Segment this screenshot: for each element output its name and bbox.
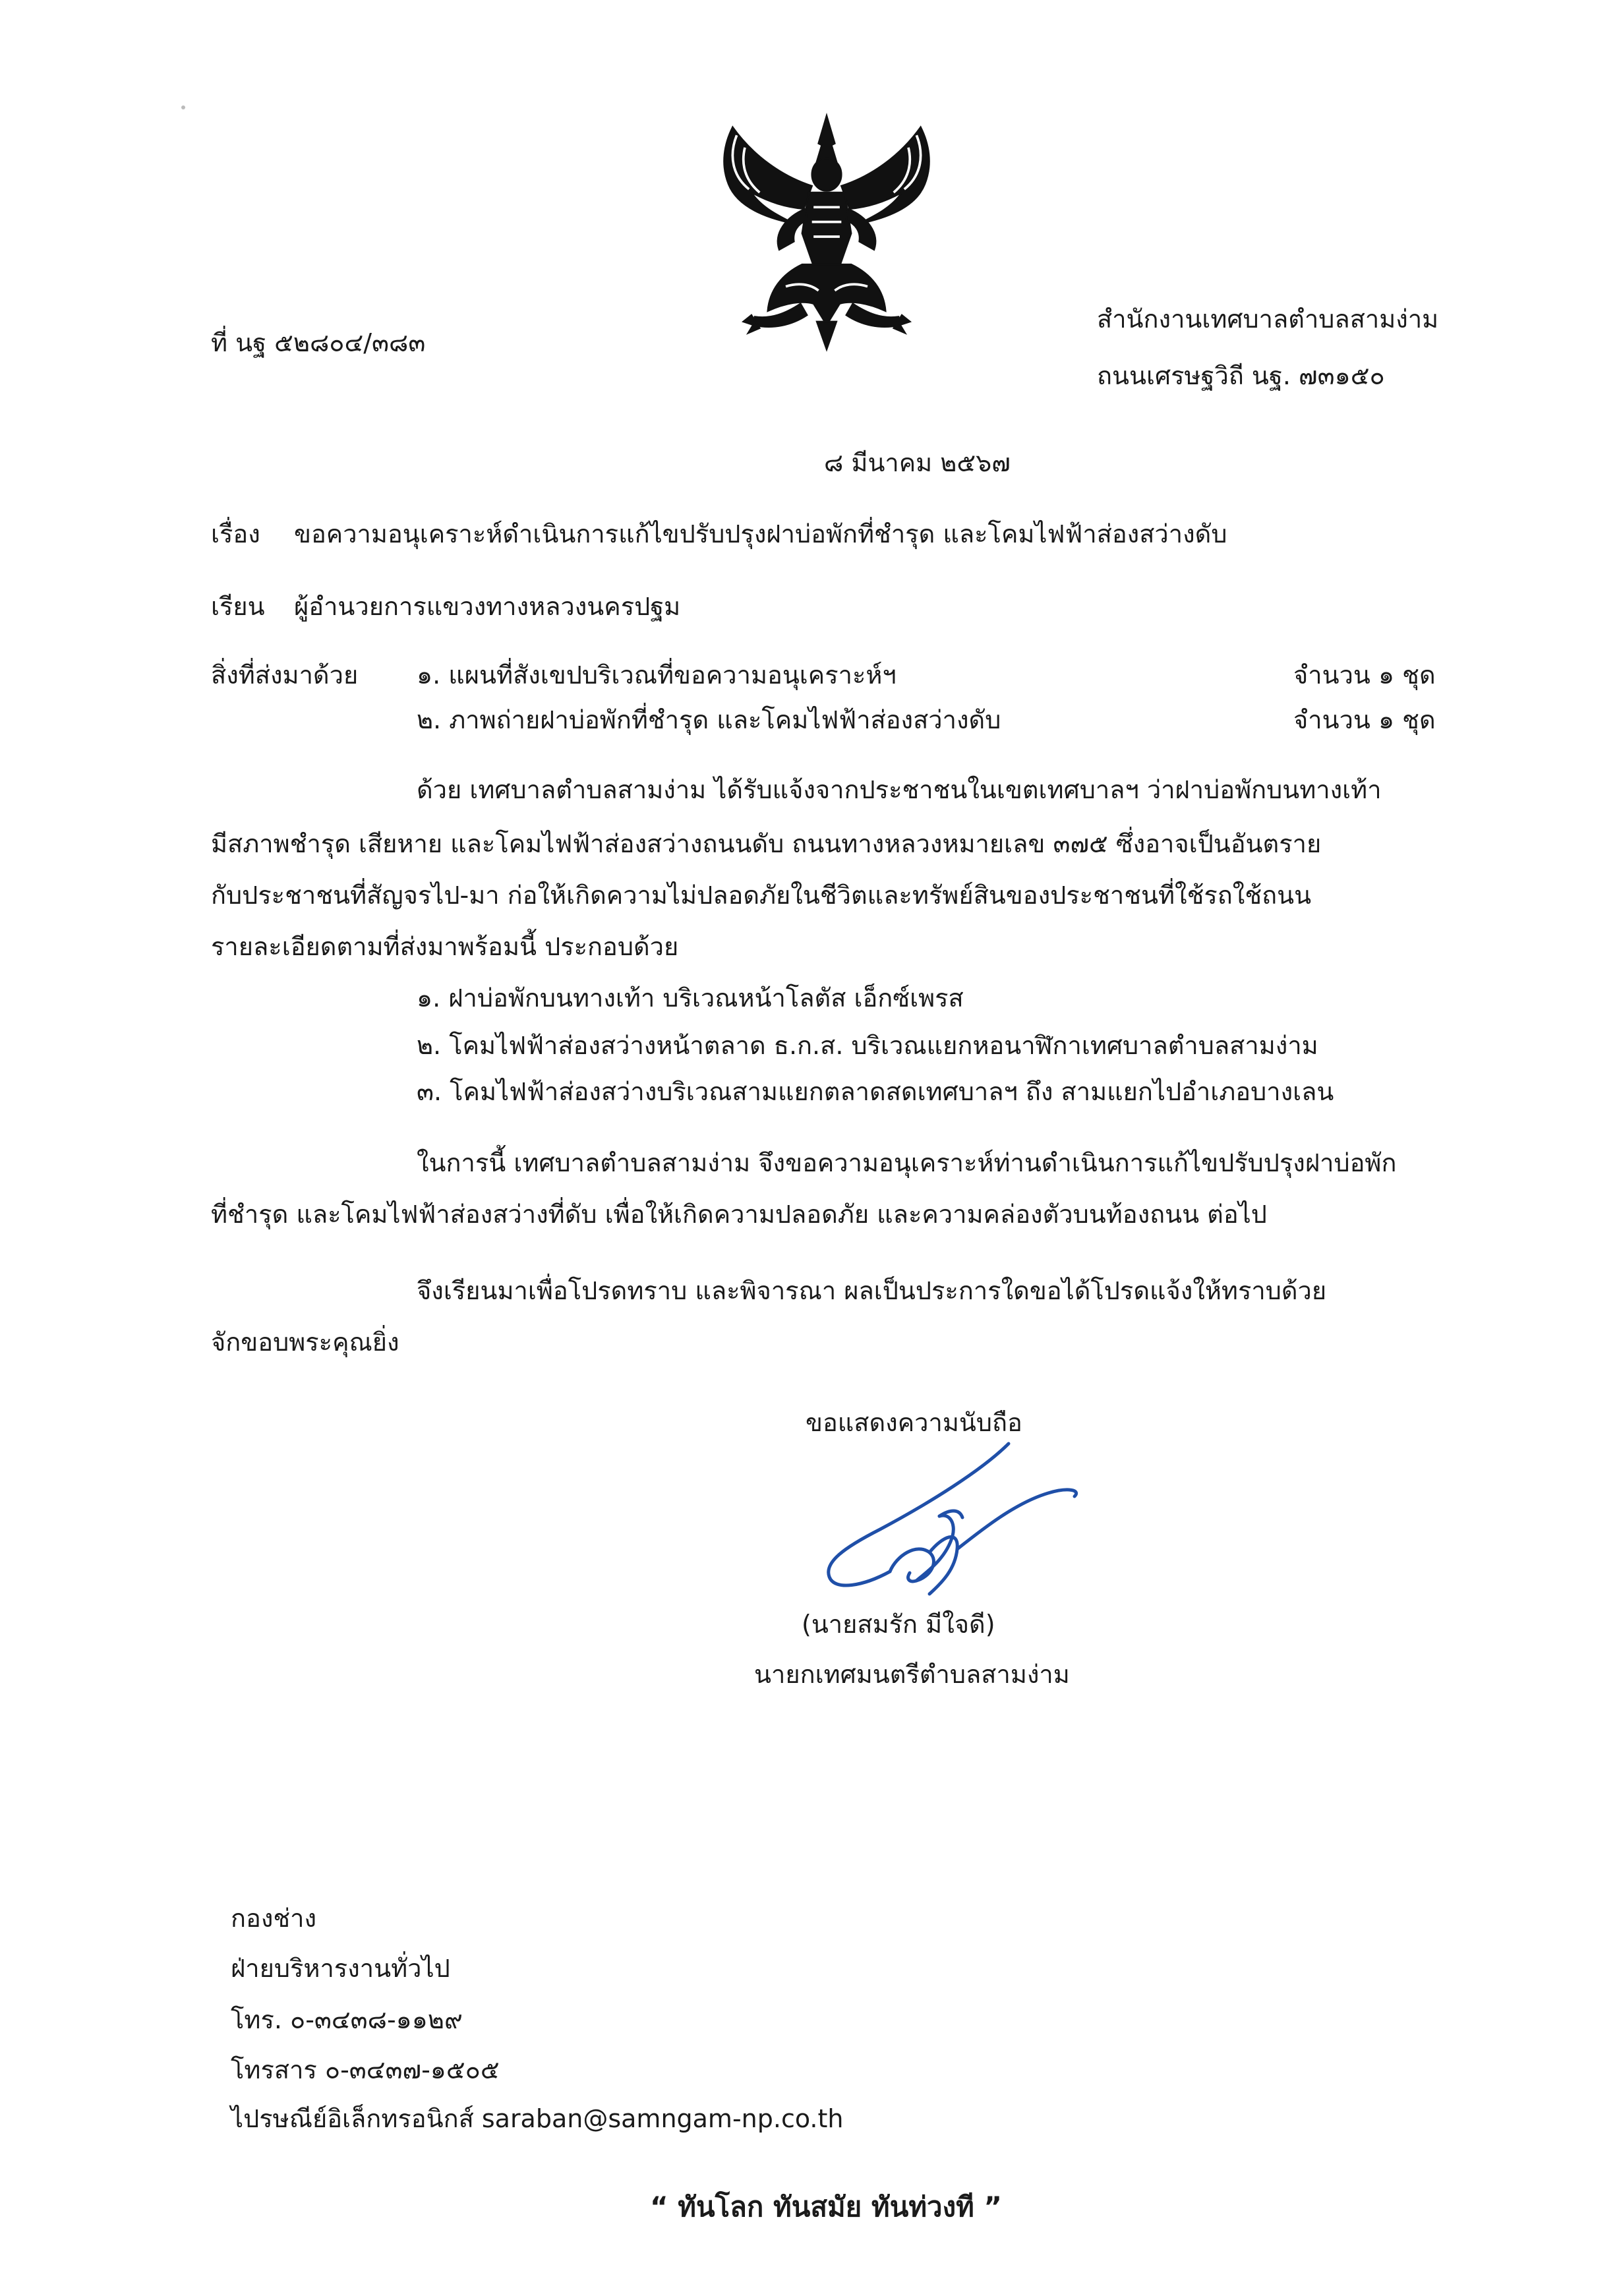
contact-section: ฝ่ายบริหารงานทั่วไป (231, 1954, 450, 1983)
office-name: สำนักงานเทศบาลตำบลสามง่าม (1097, 305, 1439, 334)
closing-phrase: ขอแสดงความนับถือ (806, 1408, 1022, 1437)
enclosure-item: ๒. ภาพถ่ายฝาบ่อพักที่ชำรุด และโคมไฟฟ้าส่องสว่างดับ (417, 705, 1001, 734)
body-line: กับประชาชนที่สัญจรไป-มา ก่อให้เกิดความไม่ปลอดภัยในชีวิตและทรัพย์สินของประชาชนที่ใช้รถใช้ถนน (211, 881, 1312, 910)
body-line: ที่ชำรุด และโคมไฟฟ้าส่องสว่างที่ดับ เพื่อให้เกิดความปลอดภัย และความคล่องตัวบนท้องถนน ต่อไป (211, 1200, 1267, 1229)
enclosure-item: ๑. แผนที่สังเขปบริเวณที่ขอความอนุเคราะห์ฯ (417, 661, 897, 690)
body-line: จักขอบพระคุณยิ่ง (211, 1328, 399, 1357)
reference-number: ที่ นฐ ๕๒๘๐๔/๓๘๓ (211, 328, 426, 357)
signatory-position: นายกเทศมนตรีตำบลสามง่าม (754, 1660, 1070, 1689)
body-line: มีสภาพชำรุด เสียหาย และโคมไฟฟ้าส่องสว่างถนนดับ ถนนทางหลวงหมายเลข ๓๗๕ ซึ่งอาจเป็นอันตราย (211, 829, 1322, 858)
list-item: ๑. ฝาบ่อพักบนทางเท้า บริเวณหน้าโลตัส เอ็กซ์เพรส (417, 984, 964, 1013)
body-line: รายละเอียดตามที่ส่งมาพร้อมนี้ ประกอบด้วย (211, 932, 679, 961)
subject-label: เรื่อง (211, 519, 260, 548)
list-item: ๓. โคมไฟฟ้าส่องสว่างบริเวณสามแยกตลาดสดเทศบาลฯ ถึง สามแยกไปอำเภอบางเลน (417, 1077, 1334, 1106)
contact-email: ไปรษณีย์อิเล็กทรอนิกส์ saraban@samngam-np.co.th (231, 2104, 844, 2133)
garuda-emblem-icon (704, 111, 949, 356)
handwritten-signature (817, 1430, 1107, 1615)
contact-phone: โทร. ๐-๓๔๓๘-๑๑๒๙ (231, 2005, 463, 2034)
enclosure-label: สิ่งที่ส่งมาด้วย (211, 661, 359, 690)
body-line: จึงเรียนมาเพื่อโปรดทราบ และพิจารณา ผลเป็นประการใดขอได้โปรดแจ้งให้ทราบด้วย (417, 1276, 1327, 1305)
body-line: ด้วย เทศบาลตำบลสามง่าม ได้รับแจ้งจากประชาชนในเขตเทศบาลฯ ว่าฝาบ่อพักบนทางเท้า (417, 775, 1382, 804)
to-text: ผู้อำนวยการแขวงทางหลวงนครปฐม (294, 592, 681, 621)
contact-division: กองช่าง (231, 1904, 317, 1933)
scan-speck (181, 105, 185, 109)
list-item: ๒. โคมไฟฟ้าส่องสว่างหน้าตลาด ธ.ก.ส. บริเวณแยกหอนาฬิกาเทศบาลตำบลสามง่าม (417, 1031, 1318, 1060)
to-label: เรียน (211, 592, 265, 621)
subject-text: ขอความอนุเคราะห์ดำเนินการแก้ไขปรับปรุงฝาบ่อพักที่ชำรุด และโคมไฟฟ้าส่องสว่างดับ (294, 519, 1227, 548)
body-line: ในการนี้ เทศบาลตำบลสามง่าม จึงขอความอนุเคราะห์ท่านดำเนินการแก้ไขปรับปรุงฝาบ่อพัก (417, 1148, 1397, 1177)
signatory-name: (นายสมรัก มีใจดี) (802, 1610, 995, 1639)
letter-date: ๘ มีนาคม ๒๕๖๗ (824, 448, 1011, 477)
footer-motto: “ ทันโลก ทันสมัย ทันท่วงที ” (650, 2191, 1003, 2223)
enclosure-qty: จำนวน ๑ ชุด (1293, 661, 1436, 690)
contact-fax: โทรสาร ๐-๓๔๓๗-๑๕๐๕ (231, 2055, 500, 2084)
office-address: ถนนเศรษฐวิถี นฐ. ๗๓๑๕๐ (1097, 361, 1385, 390)
enclosure-qty: จำนวน ๑ ชุด (1293, 705, 1436, 734)
